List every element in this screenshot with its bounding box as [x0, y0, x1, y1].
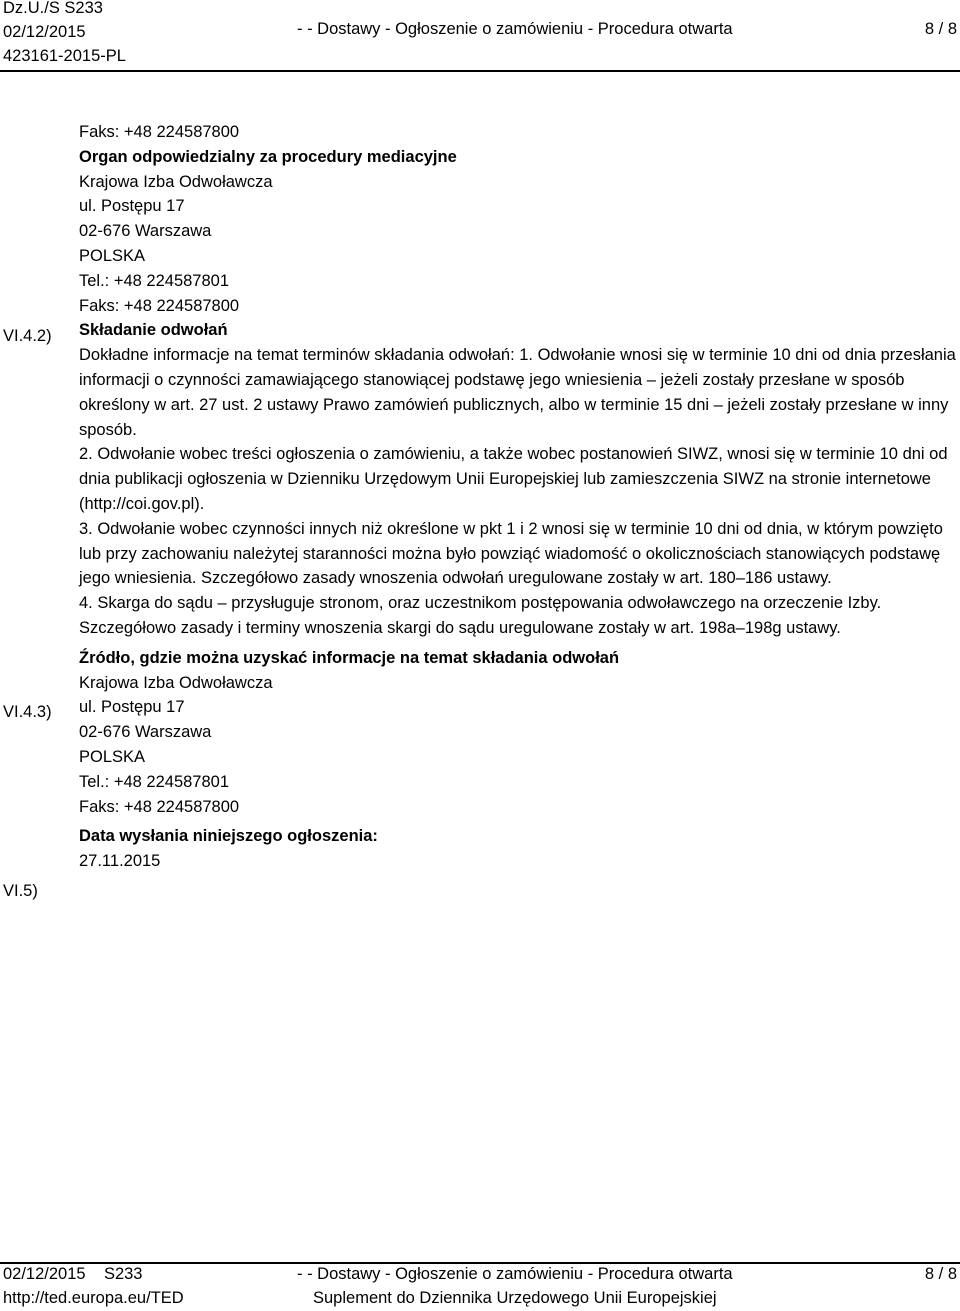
source-fax: Faks: +48 224587800: [79, 797, 240, 816]
appeals-paragraph-4: 4. Skarga do sądu – przysługuje stronom, oraz uczestnikom postępowania odwoławczego na orzeczenie Izby.: [79, 594, 882, 613]
appeals-paragraph-2-text: 2. Odwołanie wobec treści ogłoszenia o zamówieniu, a także wobec postanowień SIWZ, wnosi się w terminie 10 dni od dnia publikacji ogłoszenia w Dzienniku Urzędowym Unii Europejskiej lub zamieszczenia SIWZ na stronie internetowe (: [79, 445, 948, 513]
footer-series: S233: [103, 1265, 143, 1283]
header-divider: [0, 70, 960, 72]
footer-date: 02/12/2015: [3, 1265, 86, 1283]
section-title-appeals: Składanie odwołań: [79, 321, 228, 340]
journal-ref: Dz.U./S S233: [3, 0, 103, 17]
country-line: POLSKA: [79, 246, 146, 265]
section-title-dispatch-date: Data wysłania niniejszego ogłoszenia:: [79, 827, 378, 846]
header-page-number: 8 / 8: [924, 20, 957, 38]
fax-line-2: Faks: +48 224587800: [79, 296, 240, 315]
footer-url[interactable]: http://ted.europa.eu/TED: [3, 1289, 184, 1307]
dispatch-date: 27.11.2015: [79, 852, 161, 871]
section-number-vi42: VI.4.2): [3, 327, 52, 345]
city-line: 02-676 Warszawa: [79, 222, 212, 241]
source-country: POLSKA: [79, 747, 146, 766]
footer-title: - - Dostawy - Ogłoszenie o zamówieniu - Procedura otwarta: [297, 1265, 733, 1283]
document-id: 423161-2015-PL: [3, 47, 126, 65]
street-address: ul. Postępu 17: [79, 197, 185, 216]
mediation-heading: Organ odpowiedzialny za procedury mediacyjne: [79, 147, 457, 166]
appeals-paragraph-1: Dokładne informacje na temat terminów składania odwołań: 1. Odwołanie wnosi się w terminie 10 dni od dnia przesłania informacji o czynności zamawiającego stanowiącej podstawę jego wniesienia – jeżeli zostały przesłane w sposób określony w art. 27 ust. 2 ustawy Prawo zamówień publicznych, albo w terminie 15 dni – jeżeli zostały przesłane w inny sposób.: [79, 346, 956, 439]
section-number-vi5: VI.5): [3, 882, 38, 900]
appeals-paragraph-5: Szczegółowo zasady i terminy wnoszenia skargi do sądu uregulowane zostały w art. 198a–198g ustawy.: [79, 618, 841, 637]
fax-line: Faks: +48 224587800: [79, 123, 240, 141]
footer-supplement: Suplement do Dziennika Urzędowego Unii Europejskiej: [313, 1289, 717, 1307]
footer-date-series: [3, 1265, 142, 1284]
appeals-paragraph-2: [79, 442, 959, 516]
page-header: [0, 0, 960, 72]
source-org-name: Krajowa Izba Odwoławcza: [79, 673, 273, 692]
tel-line: Tel.: +48 224587801: [79, 271, 230, 290]
header-title: - - Dostawy - Ogłoszenie o zamówieniu - Procedura otwarta: [297, 20, 733, 38]
source-tel: Tel.: +48 224587801: [79, 772, 230, 791]
org-name: Krajowa Izba Odwoławcza: [79, 172, 273, 191]
source-street: ul. Postępu 17: [79, 698, 185, 717]
section-title-source: Źródło, gdzie można uzyskać informacje na temat składania odwołań: [79, 648, 620, 667]
footer-page-number: 8 / 8: [924, 1265, 957, 1283]
header-date: 02/12/2015: [3, 23, 86, 41]
appeals-paragraph-2-end: ).: [194, 494, 205, 513]
appeals-paragraph-3: 3. Odwołanie wobec czynności innych niż określone w pkt 1 i 2 wnosi się w terminie 10 dni od dnia, w którym powzięto lub przy zachowaniu należytej staranności można było powziąć wiadomość o okolicznościach stanowiących podstawę jego wniesienia. Szczegółowo zasady wnoszenia odwołań uregulowane zostały w art. 180–186 ustawy.: [79, 519, 943, 588]
coi-link[interactable]: http://coi.gov.pl: [84, 494, 195, 513]
footer-divider: [0, 1262, 960, 1264]
source-city: 02-676 Warszawa: [79, 723, 212, 742]
document-body: [79, 120, 959, 874]
section-number-vi43: VI.4.3): [3, 703, 52, 721]
